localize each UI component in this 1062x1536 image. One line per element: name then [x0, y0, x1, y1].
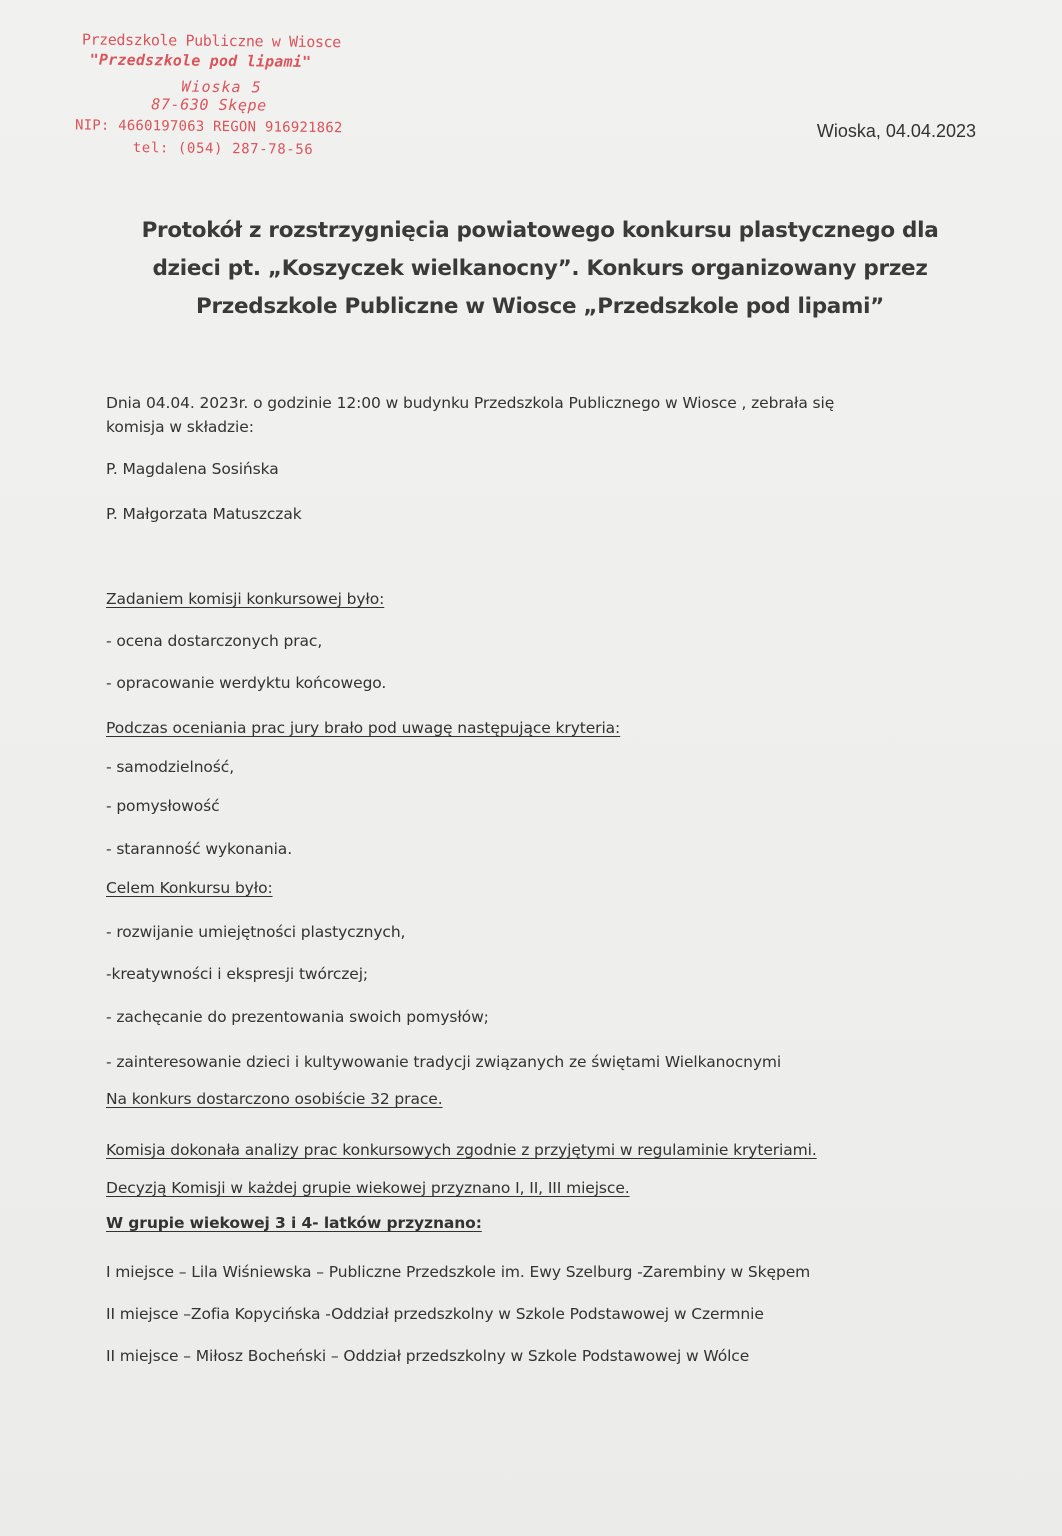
statement-decision: Decyzją Komisji w każdej grupie wiekowej przyznano I, II, III miejsce. — [106, 1179, 630, 1197]
stamp-line-name: Przedszkole Publiczne w Wiosce — [81, 30, 341, 52]
tasks-heading: Zadaniem komisji konkursowej było: — [106, 590, 385, 608]
stamp-line-phone: tel: (054) 287-78-56 — [132, 140, 314, 158]
criteria-item: - samodzielność, — [106, 758, 235, 776]
stamp-line-city: 87-630 Skępe — [151, 95, 267, 115]
document-title — [100, 212, 980, 326]
statement-analysis: Komisja dokonała analizy prac konkursowych zgodnie z przyjętymi w regulaminie kryteriami. — [106, 1141, 817, 1159]
title-line: dzieci pt. „Koszyczek wielkanocny”. Konkurs organizowany przez — [152, 256, 928, 281]
goal-item: - rozwijanie umiejętności plastycznych, — [106, 923, 406, 941]
task-item: - opracowanie werdyktu końcowego. — [106, 674, 387, 692]
committee-member: P. Magdalena Sosińska — [106, 460, 279, 478]
stamp-line-ids: NIP: 4660197063 REGON 916921862 — [74, 117, 343, 137]
result-item: II miejsce – Miłosz Bocheński – Oddział przedszkolny w Szkole Podstawowej w Wólce — [106, 1347, 750, 1365]
statement-submitted: Na konkurs dostarczono osobiście 32 prace. — [106, 1090, 443, 1108]
goal-item: -kreatywności i ekspresji twórczej; — [106, 965, 369, 983]
institution-stamp — [74, 30, 376, 158]
criteria-item: - pomysłowość — [106, 797, 220, 815]
committee-member: P. Małgorzata Matuszczak — [106, 505, 302, 523]
goal-item: - zachęcanie do prezentowania swoich pomysłów; — [106, 1008, 489, 1026]
results-heading: W grupie wiekowej 3 i 4- latków przyznano: — [106, 1214, 482, 1232]
goals-heading: Celem Konkursu było: — [106, 879, 273, 897]
criteria-heading: Podczas oceniania prac jury brało pod uwagę następujące kryteria: — [106, 719, 621, 737]
stamp-line-subtitle: "Przedszkole pod lipami" — [89, 50, 312, 71]
title-line: Przedszkole Publiczne w Wiosce „Przedszkole pod lipami” — [195, 294, 884, 319]
result-item: I miejsce – Lila Wiśniewska – Publiczne Przedszkole im. Ewy Szelburg -Zarembiny w Skępem — [106, 1263, 811, 1281]
task-item: - ocena dostarczonych prac, — [106, 632, 323, 650]
criteria-item: - staranność wykonania. — [106, 840, 293, 858]
stamp-line-street: Wioska 5 — [181, 77, 262, 97]
document-date: Wioska, 04.04.2023 — [816, 121, 976, 141]
intro-line: komisja w składzie: — [106, 418, 254, 436]
result-item: II miejsce –Zofia Kopycińska -Oddział przedszkolny w Szkole Podstawowej w Czermnie — [106, 1305, 764, 1323]
goal-item: - zainteresowanie dzieci i kultywowanie tradycji związanych ze świętami Wielkanocnymi — [106, 1053, 782, 1071]
title-line: Protokół z rozstrzygnięcia powiatowego konkursu plastycznego dla — [141, 218, 939, 243]
intro-line: Dnia 04.04. 2023r. o godzinie 12:00 w budynku Przedszkola Publicznego w Wiosce , zebrała się — [106, 394, 835, 412]
